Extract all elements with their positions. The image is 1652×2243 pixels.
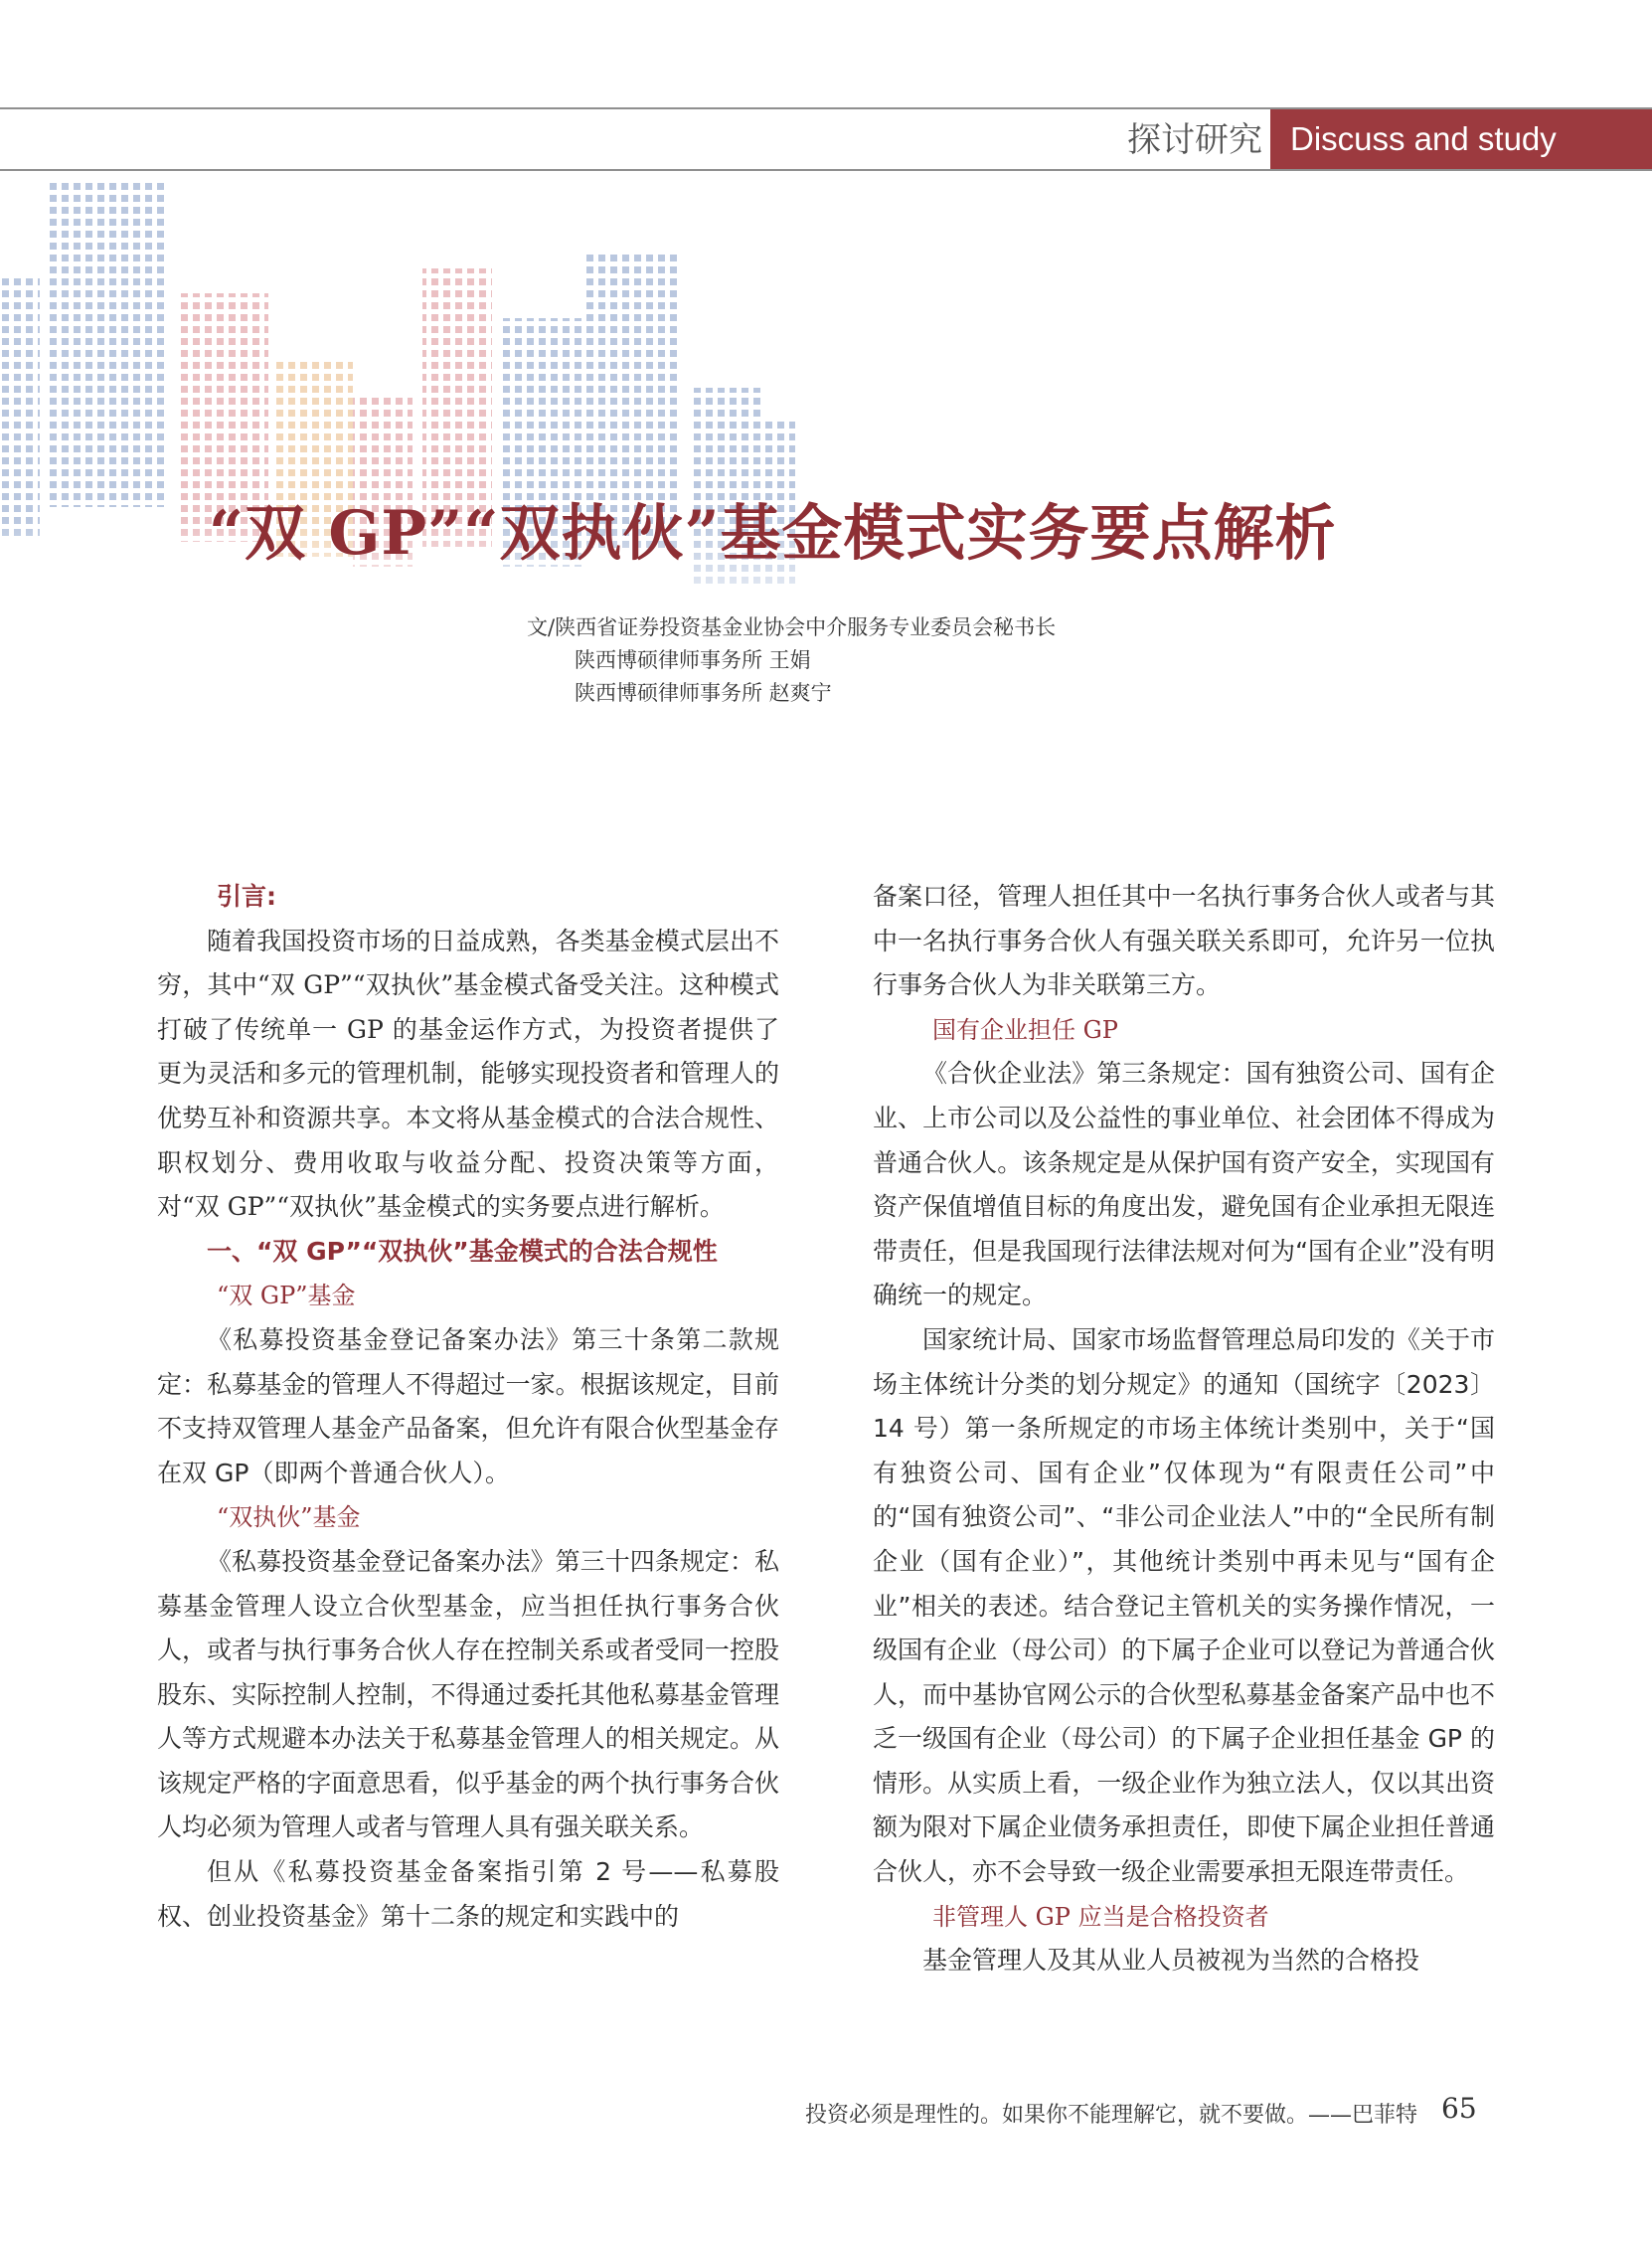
paragraph-partnership-law: 《合伙企业法》第三条规定：国有独资公司、国有企业、上市公司以及公益性的事业单位、社会团体不得成为普通合伙人。该条规定是从保护国有资产安全，实现国有资产保值增值目标的角度出发，避免国有企业承担无限连带责任，但是我国现行法律法规对何为“国有企业”没有明确统一的规定。 [873,1059,1495,1310]
left-column [157,875,779,1939]
paragraph-continued: 备案口径，管理人担任其中一名执行事务合伙人或者与其中一名执行事务合伙人有强关联关系即可，允许另一位执行事务合伙人为非关联第三方。 [873,882,1495,1000]
subheading-qualified-investor: 非管理人 GP 应当是合格投资者 [932,1902,1269,1931]
page-number: 65 [1441,2092,1477,2125]
byline-line-2: 陕西博硕律师事务所 王娟 [575,648,811,672]
intro-paragraph: 随着我国投资市场的日益成熟，各类基金模式层出不穷，其中“双 GP”“双执伙”基金模式备受关注。这种模式打破了传统单一 GP 的基金运作方式，为投资者提供了更为灵活和多元的管理机制，能够实现投资者和管理人的优势互补和资源共享。本文将从基金模式的合法合规性、职权划分、费用收取与收益分配、投资决策等方面，对“双 GP”“双执伙”基金模式的实务要点进行解析。 [157,926,779,1222]
article-byline [527,611,1056,710]
subheading-dual-executive: “双执伙”基金 [217,1503,361,1532]
section-label-zh: 探讨研究 [1127,120,1262,160]
right-column [873,875,1495,1984]
subheading-dual-gp: “双 GP”基金 [217,1282,356,1310]
section-1-heading: 一、“双 GP”“双执伙”基金模式的合法合规性 [207,1236,718,1266]
paragraph-dual-executive: 《私募投资基金登记备案办法》第三十四条规定：私募基金管理人设立合伙型基金，应当担任执行事务合伙人，或者与执行事务合伙人存在控制关系或者受同一控股股东、实际控制人控制，不得通过委托其他私募基金管理人等方式规避本办法关于私募基金管理人的相关规定。从该规定严格的字面意思看，似乎基金的两个执行事务合伙人均必须为管理人或者与管理人具有强关联关系。 [157,1546,779,1842]
paragraph-guideline: 但从《私募投资基金备案指引第 2 号——私募股权、创业投资基金》第十二条的规定和实践中的 [157,1857,779,1931]
paragraph-qualified-investor: 基金管理人及其从业人员被视为当然的合格投 [922,1946,1420,1976]
article-title: “双 GP”“双执伙”基金模式实务要点解析 [209,498,1337,569]
paragraph-statistics: 国家统计局、国家市场监督管理总局印发的《关于市场主体统计分类的划分规定》的通知（国统字〔2023〕14 号）第一条所规定的市场主体统计类别中，关于“国有独资公司、国有企业”仅体现为“有限责任公司”中的“国有独资公司”、“非公司企业法人”中的“全民所有制企业（国有企业）”，其他统计类别中再未见与“国有企业”相关的表述。结合登记主管机关的实务操作情况，一级国有企业（母公司）的下属子企业可以登记为普通合伙人，而中基协官网公示的合伙型私募基金备案产品中也不乏一级国有企业（母公司）的下属子企业担任基金 GP 的情形。从实质上看，一级企业作为独立法人，仅以其出资额为限对下属企业债务承担责任，即使下属企业担任普通合伙人，亦不会导致一级企业需要承担无限连带责任。 [873,1324,1495,1887]
intro-heading: 引言: [217,882,276,911]
paragraph-dual-gp: 《私募投资基金登记备案办法》第三十条第二款规定：私募基金的管理人不得超过一家。根据该规定，目前不支持双管理人基金产品备案，但允许有限合伙型基金存在双 GP（即两个普通合伙人）。 [157,1324,779,1487]
section-label-en: Discuss and study [1270,109,1652,169]
byline-line-3: 陕西博硕律师事务所 赵爽宁 [575,681,832,705]
subheading-soe-gp: 国有企业担任 GP [932,1015,1118,1044]
footer-quote: 投资必须是理性的。如果你不能理解它，就不要做。——巴菲特 [805,2103,1418,2128]
byline-line-1: 文/陕西省证券投资基金业协会中介服务专业委员会秘书长 [527,615,1057,639]
